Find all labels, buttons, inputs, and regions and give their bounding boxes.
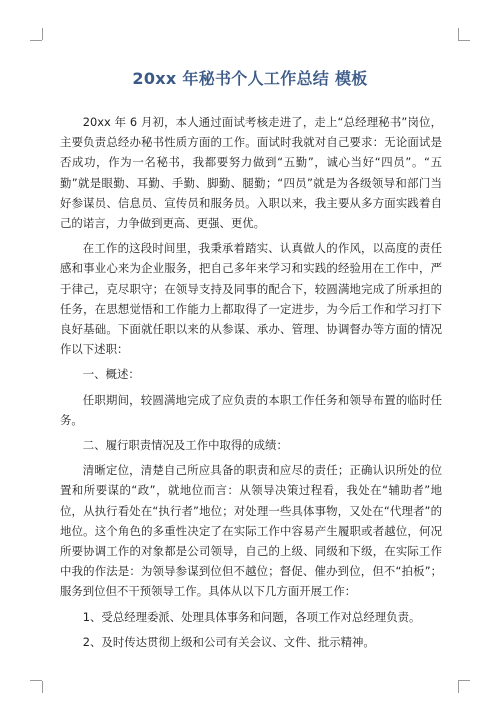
crop-mark-bottom-right-v xyxy=(458,681,459,693)
section-heading-overview: 一、概述： xyxy=(82,367,140,382)
crop-mark-bottom-right-h xyxy=(458,680,470,681)
document-body xyxy=(60,112,442,657)
list-item-1: 1、受总经理委派、处理具体事务和问题，各项工作对总经理负责。 xyxy=(82,609,421,624)
crop-mark-top-left-h xyxy=(30,40,42,41)
crop-mark-top-left-v xyxy=(42,28,43,40)
paragraph-duties: 清晰定位，清楚自己所应具备的职责和应尽的责任；正确认识所处的位置和所要谋的“政”，就地位而言：从领导决策过程看，我处在“辅助者”地位，从执行看处在“执行者”地位；对处理一些具体事物，又处在“代理者”的地位。这个角色的多重性决定了在实际工作中容易产生履职或者越位，何况所要协调工作的对象都是公司领导，自己的上级、同级和下级，在实际工作中我的作法是：为领导参谋到位但不越位；督促、催办到位，但不“拍板”；服务到位但不干预领导工作。具体从以下几方面开展工作： xyxy=(60,463,442,599)
crop-mark-top-right-v xyxy=(458,28,459,40)
list-item-2: 2、及时传达贯彻上级和公司有关会议、文件、批示精神。 xyxy=(82,634,375,649)
crop-mark-top-right-h xyxy=(458,40,470,41)
paragraph-work-attitude: 在工作的这段时间里，我秉承着踏实、认真做人的作风，以高度的责任感和事业心来为企业服务，把自己多年来学习和实践的经验用在工作中，严于律己，克尽职守；在领导支持及同事的配合下，较圆满地完成了所承担的任务，在思想觉悟和工作能力上都取得了一定进步，为今后工作和学习打下良好基础。下面就任职以来的从参谋、承办、管理、协调督办等方面的情况作以下述职： xyxy=(60,241,442,357)
crop-mark-bottom-left-v xyxy=(42,681,43,693)
crop-mark-bottom-left-h xyxy=(30,680,42,681)
paragraph-intro: 20xx 年 6 月初，本人通过面试考核走进了，走上“总经理秘书”岗位，主要负责总经办秘书性质方面的工作。面试时我就对自己要求：无论面试是否成功，作为一名秘书，我都要努力做到“五勤”，诚心当好“四员”。“五勤”就是眼勤、耳勤、手勤、脚勤、腿勤；“四员”就是为各级领导和部门当好参谋员、信息员、宣传员和服务员。入职以来，我主要从多方面实践着自己的诺言，力争做到更高、更强、更优。 xyxy=(60,115,442,231)
paragraph-overview: 任职期间，较圆满地完成了应负责的本职工作任务和领导布置的临时任务。 xyxy=(60,392,442,427)
document-title: 20xx 年秘书个人工作总结 模板 xyxy=(132,69,368,88)
section-heading-duties: 二、履行职责情况及工作中取得的成绩： xyxy=(82,438,288,453)
